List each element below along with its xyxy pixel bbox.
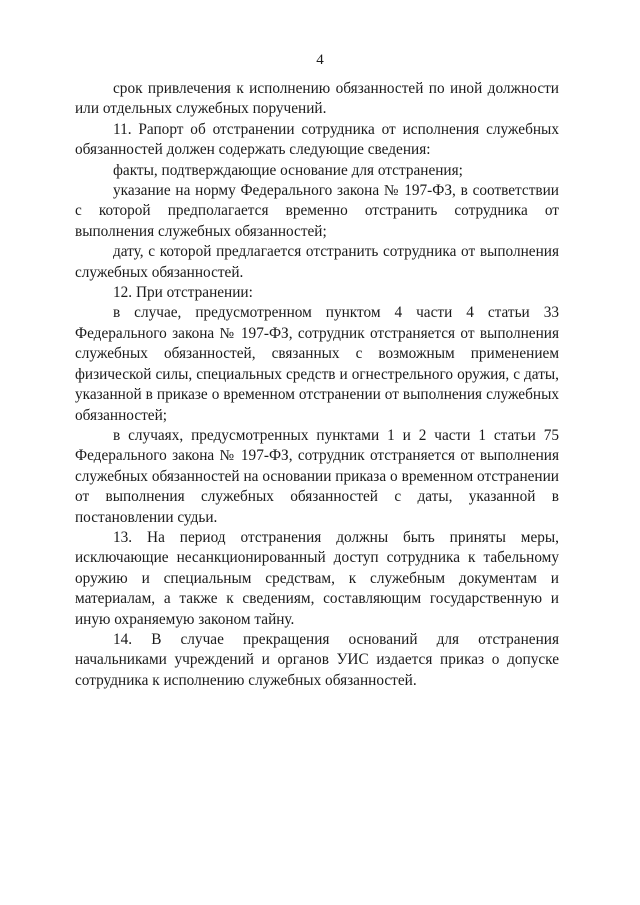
paragraph-date: дату, с которой предлагается отстранить сотрудника от выполнения служебных обязанностей. — [75, 243, 559, 281]
paragraph-12-case-2: в случаях, предусмотренных пунктами 1 и 2 части 1 статьи 75 Федерального закона № 197-ФЗ, сотрудник отстраняется от выполнения служебных обязанностей на основании приказа о временном отстранении от выполнения служебных обязанностей с даты, указанной в постановлении судьи. — [75, 426, 559, 526]
paragraph-12: 12. При отстранении: — [113, 284, 253, 302]
paragraph-13: 13. На период отстранения должны быть приняты меры, исключающие несанкционированный доступ сотрудника к табельному оружию и специальным средствам, к служебным документам и материалам, а также к сведениям, составляющим государственную и иную охраняемую законом тайну. — [75, 528, 559, 628]
paragraph-14: 14. В случае прекращения оснований для отстранения начальниками учреждений и органов УИС издается приказ о допуске сотрудника к исполнению служебных обязанностей. — [75, 630, 559, 689]
paragraph-12-case-1: в случае, предусмотренном пунктом 4 части 4 статьи 33 Федерального закона № 197-ФЗ, сотрудник отстраняется от выполнения служебных обязанностей, связанных с возможным применением физической силы, специальных средств и огнестрельного оружия, с даты, указанной в приказе о временном отстранении от выполнения служебных обязанностей; — [75, 304, 559, 424]
document-body — [75, 79, 559, 691]
paragraph-norm-reference: указание на норму Федерального закона № 197-ФЗ, в соответствии с которой предполагается временно отстранить сотрудника от выполнения служебных обязанностей; — [75, 182, 559, 240]
paragraph-11: 11. Рапорт об отстранении сотрудника от исполнения служебных обязанностей должен содержать следующие сведения: — [75, 120, 559, 159]
paragraph-continuation: срок привлечения к исполнению обязанностей по иной должности или отдельных служебных поручений. — [75, 80, 559, 118]
paragraph-facts: факты, подтверждающие основание для отстранения; — [113, 161, 463, 179]
page-number: 4 — [316, 52, 324, 68]
